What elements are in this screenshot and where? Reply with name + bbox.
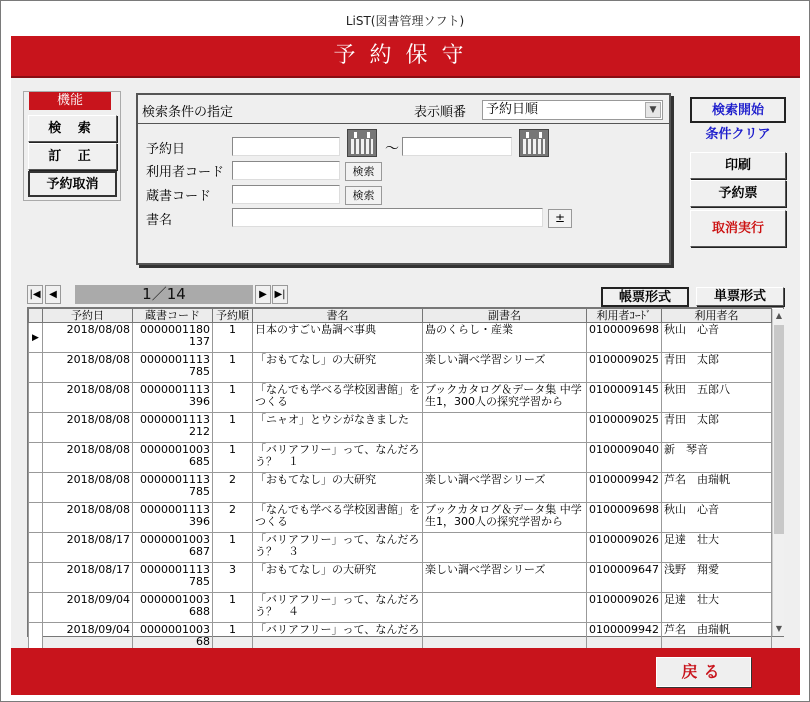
row-selector[interactable] xyxy=(29,413,43,443)
page-indicator: 1／14 xyxy=(75,285,253,304)
calendar-from-icon[interactable] xyxy=(347,129,377,157)
table-cell: 0100009698 xyxy=(587,323,662,353)
table-cell: 1 xyxy=(213,383,253,413)
table-cell: 0000001180137 xyxy=(133,323,213,353)
table-cell: 0100009026 xyxy=(587,533,662,563)
table-cell: 2018/08/17 xyxy=(43,533,133,563)
table-cell: 島のくらし・産業 xyxy=(423,323,587,353)
page-title: 予約保守 xyxy=(333,43,478,68)
conditions-title: 検索条件の指定 xyxy=(142,105,234,120)
row-selector-header xyxy=(29,309,43,323)
reservation-date-label: 予約日 xyxy=(146,142,186,157)
cancel-reservation-mode-button[interactable]: 予約取消 xyxy=(28,171,117,197)
user-code-input[interactable] xyxy=(232,161,340,180)
table-cell: 「バリアフリー」って、なんだろう？ １ xyxy=(253,443,423,473)
tab-single-view[interactable]: 単票形式 xyxy=(696,287,784,306)
title-input[interactable] xyxy=(232,208,543,227)
table-cell: 0100009025 xyxy=(587,413,662,443)
table-cell: 2018/08/08 xyxy=(43,323,133,353)
table-cell: 「バリアフリー」って、なんだろう？ ４ xyxy=(253,593,423,623)
table-cell: 青田 太郎 xyxy=(662,353,772,383)
table-cell: 0100009698 xyxy=(587,503,662,533)
table-cell: 新 琴音 xyxy=(662,443,772,473)
panel-divider xyxy=(138,123,669,124)
table-row[interactable] xyxy=(29,473,772,503)
table-cell: 1 xyxy=(213,443,253,473)
book-code-input[interactable] xyxy=(232,185,340,204)
row-selector[interactable] xyxy=(29,473,43,503)
sort-order-value: 予約日順 xyxy=(486,102,539,117)
table-cell: 青田 太郎 xyxy=(662,413,772,443)
col-header[interactable]: 利用者名 xyxy=(662,309,772,323)
first-record-icon[interactable]: |◀ xyxy=(27,285,43,304)
table-cell xyxy=(423,443,587,473)
table-header-row xyxy=(29,309,772,323)
table-cell: 足達 壮大 xyxy=(662,593,772,623)
function-panel-title: 機能 xyxy=(29,92,111,110)
table-cell: 2018/09/04 xyxy=(43,593,133,623)
table-cell: 楽しい調べ学習シリーズ xyxy=(423,353,587,383)
table-cell: 2018/08/08 xyxy=(43,353,133,383)
table-cell xyxy=(423,533,587,563)
table-cell: 浅野 翔愛 xyxy=(662,563,772,593)
table-cell: 2 xyxy=(213,473,253,503)
calendar-to-icon[interactable] xyxy=(519,129,549,157)
col-header[interactable]: 書名 xyxy=(253,309,423,323)
table-cell: 「おもてなし」の大研究 xyxy=(253,563,423,593)
table-cell: 1 xyxy=(213,593,253,623)
table-cell: 0000001113396 xyxy=(133,383,213,413)
date-from-input[interactable] xyxy=(232,137,340,156)
current-row-arrow-icon[interactable]: ▶ xyxy=(29,323,43,353)
table-cell xyxy=(423,413,587,443)
last-record-icon[interactable]: ▶| xyxy=(272,285,288,304)
sort-order-select[interactable] xyxy=(482,100,663,120)
sort-order-label: 表示順番 xyxy=(414,105,467,120)
table-cell: 秋田 五郎八 xyxy=(662,383,772,413)
col-header[interactable]: 予約日 xyxy=(43,309,133,323)
col-header[interactable]: 蔵書コード xyxy=(133,309,213,323)
table-cell: 0100009026 xyxy=(587,593,662,623)
scroll-down-icon[interactable]: ▼ xyxy=(775,624,783,633)
table-cell: 芦名 由瑞帆 xyxy=(662,623,772,653)
search-conditions-panel xyxy=(136,93,671,265)
window-title: LiST(図書管理ソフト) xyxy=(1,1,809,35)
table-cell: 1 xyxy=(213,533,253,563)
table-cell: 2018/08/08 xyxy=(43,413,133,443)
search-mode-button[interactable]: 検 索 xyxy=(28,115,117,142)
prev-record-icon[interactable]: ◀ xyxy=(45,285,61,304)
row-selector[interactable] xyxy=(29,353,43,383)
table-cell: 2018/09/04 xyxy=(43,623,133,653)
table-cell: 0000001113396 xyxy=(133,503,213,533)
book-code-label: 蔵書コード xyxy=(146,189,212,204)
data-table xyxy=(28,308,772,653)
print-button[interactable]: 印刷 xyxy=(690,152,786,179)
table-cell: 2 xyxy=(213,503,253,533)
row-selector[interactable] xyxy=(29,533,43,563)
row-selector[interactable] xyxy=(29,563,43,593)
start-search-button[interactable]: 検索開始 xyxy=(690,97,786,123)
title-label: 書名 xyxy=(146,213,173,228)
table-cell: 「なんでも学べる学校図書館」をつくる xyxy=(253,503,423,533)
table-row[interactable] xyxy=(29,353,772,383)
table-row[interactable] xyxy=(29,593,772,623)
table-cell: ブックカタログ＆データ集 中学生1，300人の探究学習から xyxy=(423,503,587,533)
table-cell: 2018/08/08 xyxy=(43,443,133,473)
user-code-label: 利用者コード xyxy=(146,165,225,180)
table-cell: 芦名 由瑞帆 xyxy=(662,473,772,503)
table-cell: 足達 壮大 xyxy=(662,533,772,563)
table-cell: 1 xyxy=(213,323,253,353)
table-cell: 秋山 心音 xyxy=(662,503,772,533)
clear-conditions-button[interactable]: 条件クリア xyxy=(690,124,786,148)
reservation-slip-button[interactable]: 予約票 xyxy=(690,180,786,207)
execute-cancel-button[interactable]: 取消実行 xyxy=(690,210,786,247)
table-row[interactable] xyxy=(29,323,772,353)
table-cell: 「おもてなし」の大研究 xyxy=(253,353,423,383)
table-cell: 0100009942 xyxy=(587,623,662,653)
table-cell: 0100009040 xyxy=(587,443,662,473)
edit-mode-button[interactable]: 訂 正 xyxy=(28,143,117,170)
table-cell: 2018/08/08 xyxy=(43,503,133,533)
table-cell: 「ニャオ」とウシがなきました xyxy=(253,413,423,443)
table-cell: 2018/08/17 xyxy=(43,563,133,593)
vertical-scrollbar[interactable] xyxy=(772,309,784,636)
table-cell: ブックカタログ＆データ集 中学生1，300人の探究学習から xyxy=(423,383,587,413)
table-cell: 楽しい調べ学習シリーズ xyxy=(423,473,587,503)
header-bar xyxy=(11,36,800,78)
table-row[interactable] xyxy=(29,563,772,593)
record-navigator xyxy=(27,285,287,305)
table-cell: 0100009942 xyxy=(587,473,662,503)
client-area xyxy=(11,36,800,695)
table-cell: 0000001113212 xyxy=(133,413,213,443)
col-header[interactable]: 副書名 xyxy=(423,309,587,323)
table-row[interactable] xyxy=(29,503,772,533)
table-cell: 1 xyxy=(213,413,253,443)
scroll-up-icon[interactable]: ▲ xyxy=(775,311,783,320)
row-selector[interactable] xyxy=(29,383,43,413)
date-to-input[interactable] xyxy=(402,137,512,156)
table-cell: 「バリアフリー」って、なんだろう？ ３ xyxy=(253,533,423,563)
table-cell: 0000001113785 xyxy=(133,563,213,593)
table-cell: 0100009647 xyxy=(587,563,662,593)
table-row[interactable] xyxy=(29,413,772,443)
user-search-button[interactable]: 検索 xyxy=(345,162,382,181)
table-cell: 楽しい調べ学習シリーズ xyxy=(423,563,587,593)
table-cell: 0000001113785 xyxy=(133,473,213,503)
chevron-down-icon[interactable]: ▼ xyxy=(645,102,661,118)
table-row[interactable] xyxy=(29,443,772,473)
back-button[interactable]: 戻る xyxy=(656,657,751,687)
table-cell: 2018/08/08 xyxy=(43,473,133,503)
col-header[interactable]: 予約順 xyxy=(213,309,253,323)
scroll-thumb[interactable] xyxy=(774,325,784,534)
date-range-separator: ～ xyxy=(385,141,399,157)
table-cell: 0100009025 xyxy=(587,353,662,383)
next-record-icon[interactable]: ▶ xyxy=(255,285,271,304)
table-cell: 1 xyxy=(213,623,253,653)
col-header[interactable]: 利用者ｺｰﾄﾞ xyxy=(587,309,662,323)
table-cell: 0000001003685 xyxy=(133,443,213,473)
table-cell: 0000001113785 xyxy=(133,353,213,383)
plus-minus-button[interactable]: ± xyxy=(548,209,572,228)
tab-list-view[interactable]: 帳票形式 xyxy=(601,287,689,307)
table-cell: 0100009145 xyxy=(587,383,662,413)
table-cell: 「なんでも学べる学校図書館」をつくる xyxy=(253,383,423,413)
table-cell: 「おもてなし」の大研究 xyxy=(253,473,423,503)
table-cell: 2018/08/08 xyxy=(43,383,133,413)
reservation-table xyxy=(27,307,784,648)
row-selector[interactable] xyxy=(29,443,43,473)
table-cell: 3 xyxy=(213,563,253,593)
table-cell xyxy=(423,593,587,623)
table-row[interactable] xyxy=(29,533,772,563)
table-cell: 0000001003688 xyxy=(133,593,213,623)
table-cell: 「バリアフリー」って、なんだろ xyxy=(253,623,423,653)
table-cell: 000000100368 xyxy=(133,623,213,653)
row-selector[interactable] xyxy=(29,503,43,533)
table-cell: 0000001003687 xyxy=(133,533,213,563)
table-cell: 日本のすごい島調べ事典 xyxy=(253,323,423,353)
table-cell: 1 xyxy=(213,353,253,383)
table-cell: 秋山 心音 xyxy=(662,323,772,353)
row-selector[interactable] xyxy=(29,593,43,623)
book-search-button[interactable]: 検索 xyxy=(345,186,382,205)
table-row[interactable] xyxy=(29,383,772,413)
